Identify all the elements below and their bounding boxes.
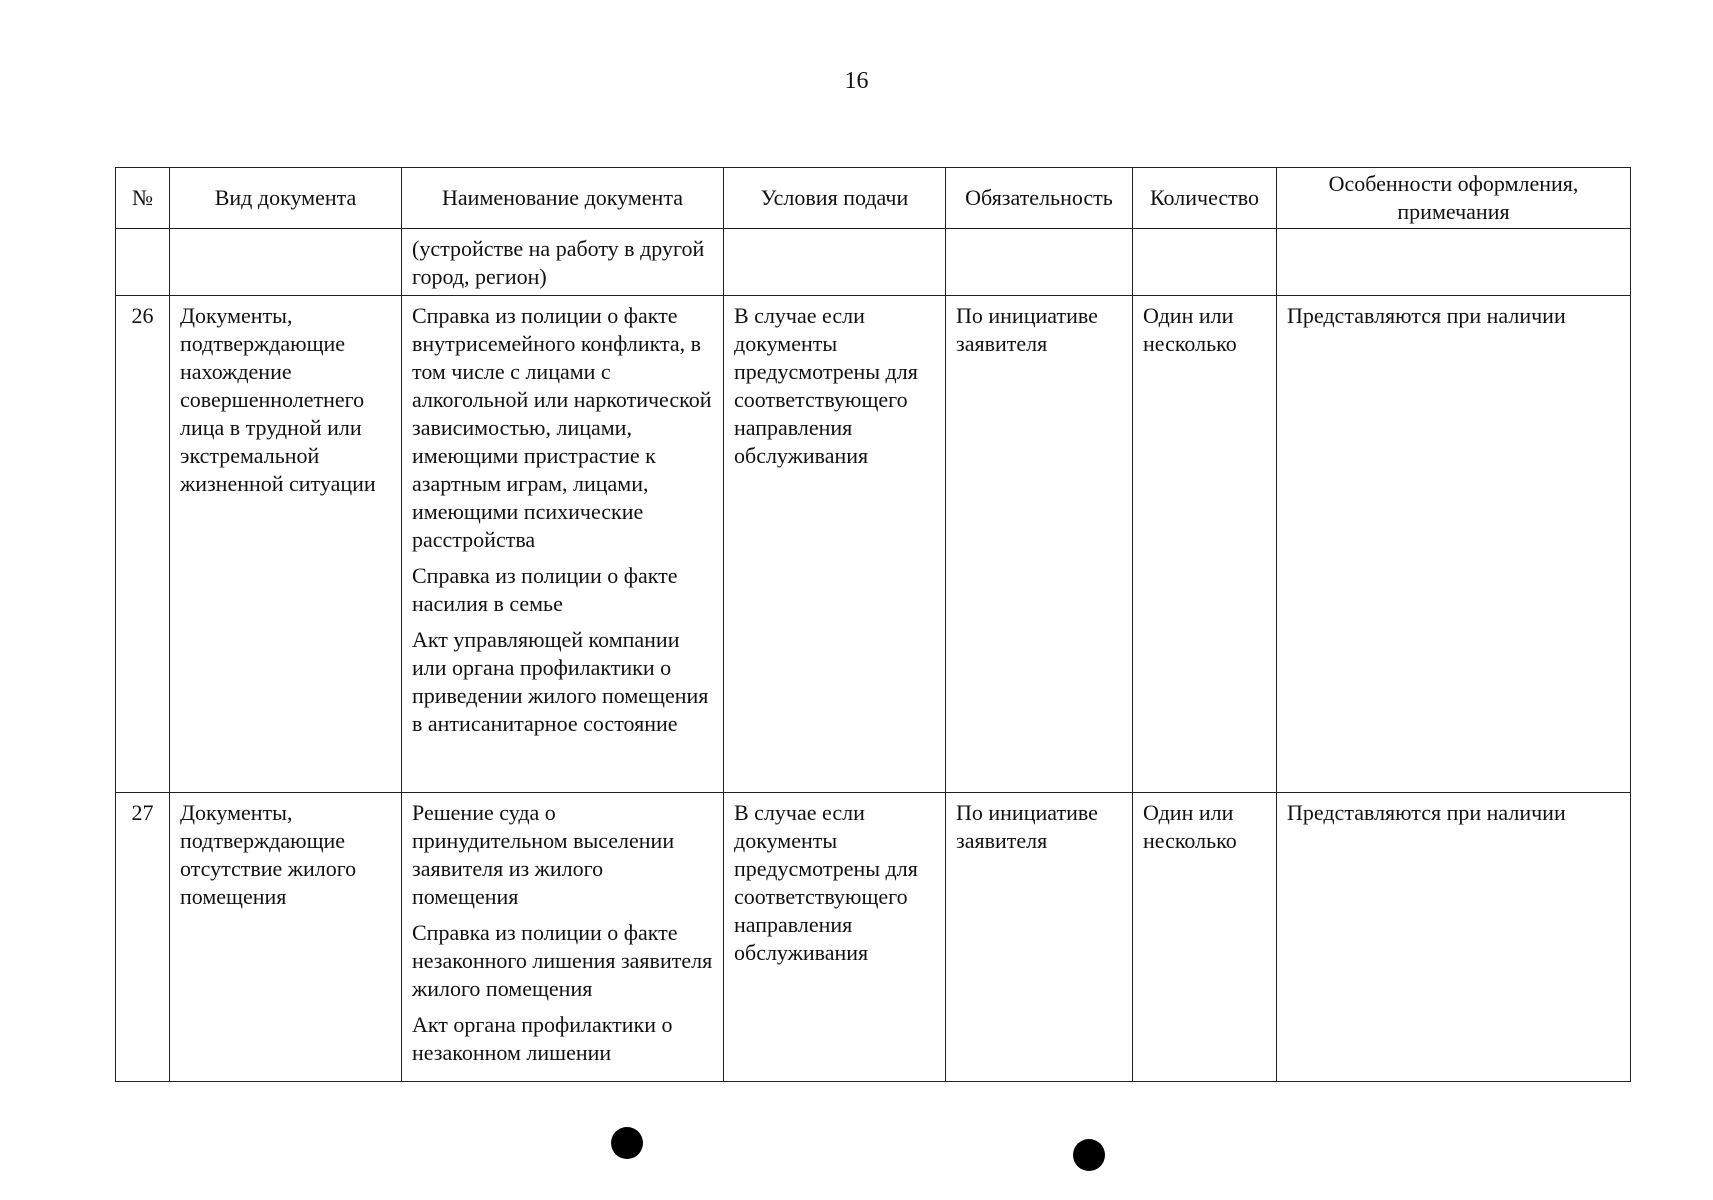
document-name-item: Справка из полиции о факте незаконного лишения заявителя жилого помещения	[412, 920, 713, 1001]
header-number: №	[116, 168, 170, 229]
cell-obligation: По инициативе заявителя	[946, 793, 1133, 1082]
cell-number: 26	[116, 296, 170, 793]
document-name-item: Справка из полиции о факте насилия в семье	[412, 563, 678, 616]
cell-obligation	[946, 229, 1133, 296]
documents-table	[115, 167, 1631, 1082]
cell-conditions: В случае если документы предусмотрены для соответствующего направления обслуживания	[724, 296, 946, 793]
cell-notes: Представляются при наличии	[1277, 793, 1631, 1082]
table-row-continuation	[116, 229, 1631, 296]
page-number: 16	[844, 68, 869, 94]
cell-quantity	[1133, 229, 1277, 296]
cell-notes: Представляются при наличии	[1277, 296, 1631, 793]
header-submission-conditions: Условия подачи	[724, 168, 946, 229]
header-quantity: Количество	[1133, 168, 1277, 229]
cell-quantity: Один или несколько	[1133, 793, 1277, 1082]
cell-conditions	[724, 229, 946, 296]
table-row-26	[116, 296, 1631, 793]
document-name-item: Акт органа профилактики о незаконном лишении	[412, 1012, 673, 1065]
document-name-item: Справка из полиции о факте внутрисемейного конфликта, в том числе с лицами с алкогольной или наркотической зависимостью, лицами, имеющими пристрастие к азартным играм, лицами, имеющими психические расстройства	[412, 303, 712, 552]
cell-document-type: Документы, подтверждающие отсутствие жилого помещения	[170, 793, 402, 1082]
cell-document-name	[402, 229, 724, 296]
cell-document-name	[402, 793, 724, 1082]
cell-document-type	[170, 229, 402, 296]
document-name-item: Решение суда о принудительном выселении заявителя из жилого помещения	[412, 800, 675, 909]
header-document-type: Вид документа	[170, 168, 402, 229]
cell-conditions: В случае если документы предусмотрены для соответствующего направления обслуживания	[724, 793, 946, 1082]
cell-document-name	[402, 296, 724, 793]
cell-number: 27	[116, 793, 170, 1082]
cell-document-type: Документы, подтверждающие нахождение совершеннолетнего лица в трудной или экстремальной жизненной ситуации	[170, 296, 402, 793]
header-notes: Особенности оформления, примечания	[1277, 168, 1631, 229]
header-obligation: Обязательность	[946, 168, 1133, 229]
document-name-item: (устройстве на работу в другой город, регион)	[412, 236, 705, 289]
header-document-name: Наименование документа	[402, 168, 724, 229]
table-row-27	[116, 793, 1631, 1082]
cell-number	[116, 229, 170, 296]
table-header-row	[116, 168, 1631, 229]
cell-notes	[1277, 229, 1631, 296]
document-name-item: Акт управляющей компании или органа профилактики о приведении жилого помещения в антисанитарное состояние	[412, 627, 709, 736]
punch-hole-right	[1073, 1139, 1105, 1171]
cell-quantity: Один или несколько	[1133, 296, 1277, 793]
cell-obligation: По инициативе заявителя	[946, 296, 1133, 793]
punch-hole-left	[611, 1127, 643, 1159]
